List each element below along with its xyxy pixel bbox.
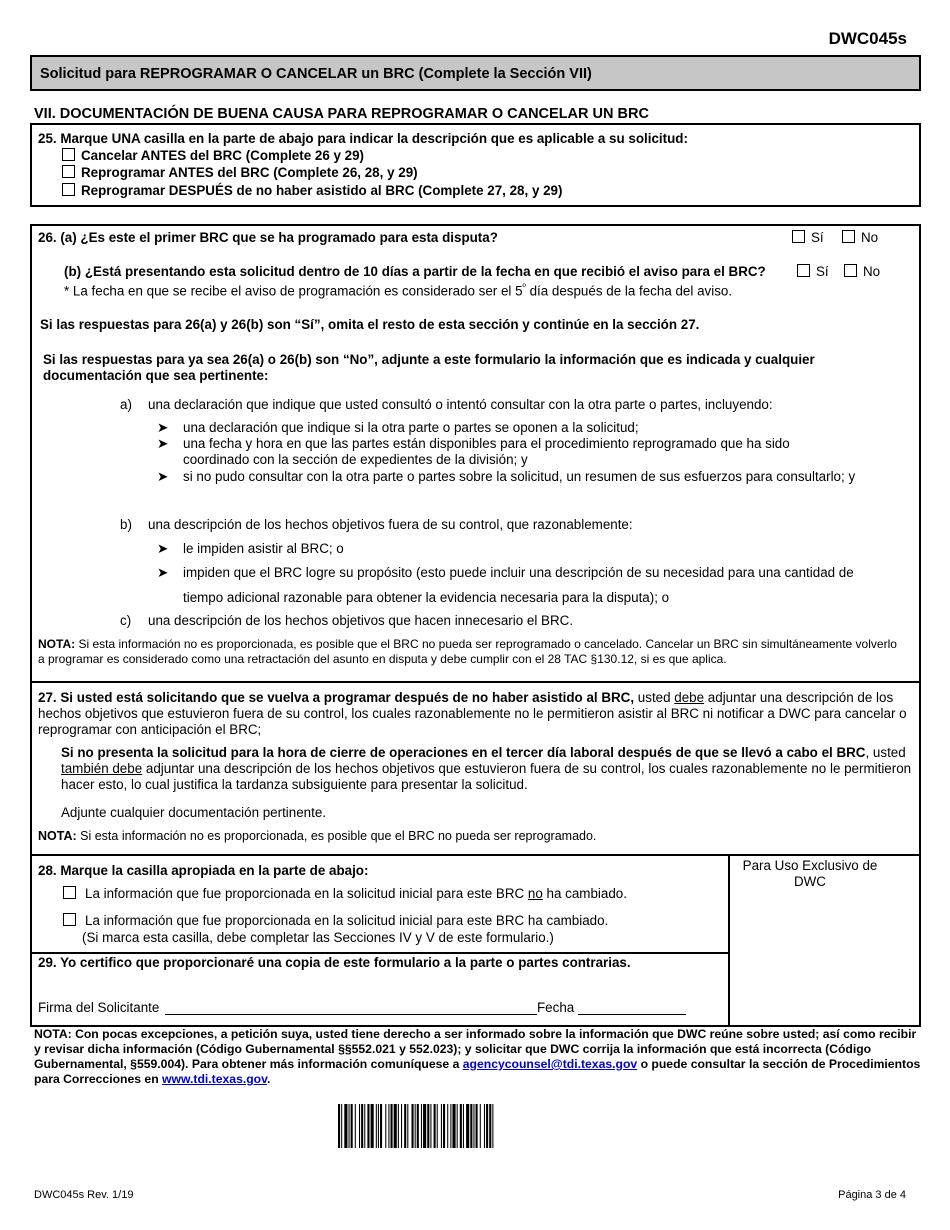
barcode-bar bbox=[421, 1104, 422, 1148]
barcode-bar bbox=[349, 1104, 350, 1148]
option-label: Cancelar ANTES del BRC (Complete 26 y 29) bbox=[81, 148, 365, 163]
barcode-bar bbox=[388, 1104, 389, 1148]
q26a-no[interactable] bbox=[842, 230, 878, 245]
item-a-bullet-2: una fecha y hora en que las partes están disponibles para el procedimiento reprogramado que ha sido coordinado con la sección de expedientes de la división; y bbox=[183, 436, 790, 467]
barcode-bar bbox=[480, 1104, 481, 1148]
barcode-bar bbox=[476, 1104, 478, 1148]
item-c-label: c) bbox=[120, 613, 132, 628]
q25-option-reprogram-before[interactable] bbox=[62, 165, 418, 180]
barcode-bar bbox=[430, 1104, 431, 1148]
note-label: NOTA: bbox=[38, 829, 77, 843]
barcode-bar bbox=[441, 1104, 442, 1148]
barcode-bar bbox=[463, 1104, 464, 1148]
barcode-bar bbox=[351, 1104, 353, 1148]
checkbox-q26b-yes[interactable] bbox=[797, 264, 810, 277]
barcode-bar bbox=[359, 1104, 360, 1148]
q28-option-changed-note: (Si marca esta casilla, debe completar las Secciones IV y V de este formulario.) bbox=[82, 930, 554, 945]
q27-text: usted bbox=[634, 690, 675, 705]
barcode-bar bbox=[450, 1104, 451, 1148]
checkbox-unchanged[interactable] bbox=[63, 886, 76, 899]
barcode-bar bbox=[341, 1104, 342, 1148]
q26b-note bbox=[64, 282, 732, 298]
section-title: VII. DOCUMENTACIÓN DE BUENA CAUSA PARA REPROGRAMAR O CANCELAR UN BRC bbox=[34, 106, 649, 122]
barcode-bar bbox=[378, 1104, 379, 1148]
no-label: No bbox=[863, 264, 881, 279]
q26b-yes[interactable] bbox=[797, 264, 829, 279]
q27-p2-text-rest: adjuntar una descripción de los hechos objetivos que estuvieron fuera de su control, los cuales razonablemente no le permitieron hacer esto, lo cual justifica la tardanza subsiguiente para presentar la solicitud. bbox=[61, 761, 912, 792]
date-label: Fecha bbox=[537, 1000, 575, 1015]
note-text: * La fecha en que se recibe el aviso de programación es considerado ser el 5 bbox=[64, 283, 523, 299]
dwc-use-label: Para Uso Exclusivo de DWC bbox=[742, 858, 878, 889]
q27-paragraph-1 bbox=[38, 690, 916, 738]
divider-q28-q29 bbox=[30, 952, 728, 954]
barcode-bar bbox=[484, 1104, 485, 1148]
barcode-bar bbox=[466, 1104, 469, 1148]
barcode-bar bbox=[367, 1104, 369, 1148]
barcode bbox=[338, 1104, 612, 1148]
q26-if-yes: Si las respuestas para 26(a) y 26(b) son “Sí”, omita el resto de esta sección y continúe en la sección 27. bbox=[40, 317, 700, 332]
q27-text-rest: adjuntar una descripción de los hechos objetivos que estuvieron fuera de su control, los cuales razonablemente no le permitieron asistir al BRC ni notificar a DWC para cancelar o reprogramar con anticipación el BRC; bbox=[38, 690, 907, 737]
barcode-bar bbox=[338, 1104, 340, 1148]
q27-underline: debe bbox=[674, 690, 705, 705]
q26b-no[interactable] bbox=[844, 264, 880, 279]
barcode-bar bbox=[457, 1104, 458, 1148]
q26-if-no: Si las respuestas para ya sea 26(a) o 26(b) son “No”, adjunte a este formulario la información que es indicada y cualquier documentación que sea pertinente: bbox=[43, 352, 815, 383]
privacy-text: NOTA: Con pocas excepciones, a petición suya, usted tiene derecho a ser informado sobre la información que DWC reúne sobre usted; así como recibir y revisar dicha información (Código Gubernamental §§552.021 y 552.023); y solicitar que DWC corrija la información que está incorrecta (Código Gubernamental, §559.004). Para obtener más información comuníquese a bbox=[34, 1027, 917, 1071]
barcode-bar bbox=[401, 1104, 402, 1148]
barcode-bar bbox=[434, 1104, 436, 1148]
note-text: Si esta información no es proporcionada, es posible que el BRC no pueda ser reprogramado. bbox=[76, 829, 597, 843]
signature-line[interactable] bbox=[165, 1014, 537, 1015]
barcode-bar bbox=[371, 1104, 374, 1148]
option-label: Reprogramar DESPUÉS de no haber asistido al BRC (Complete 27, 28, y 29) bbox=[81, 183, 563, 198]
item-b-bullet-2-cont: tiempo adicional razonable para obtener la evidencia necesaria para la disputa); o bbox=[183, 590, 670, 605]
bullet-b2: ➤ bbox=[157, 565, 169, 580]
checkbox-cancel[interactable] bbox=[62, 148, 75, 161]
barcode-bar bbox=[470, 1104, 472, 1148]
q26a-yes[interactable] bbox=[792, 230, 824, 245]
item-a-bullet-3: si no pudo consultar con la otra parte o partes sobre la solicitud, un resumen de sus esfuerzos para consultarlo; y bbox=[183, 469, 856, 484]
option-text-end: ha cambiado. bbox=[542, 886, 627, 901]
q28-option-changed[interactable] bbox=[63, 913, 608, 928]
option-text: La información que fue proporcionada en la solicitud inicial para este BRC ha cambiado. bbox=[85, 913, 609, 928]
q29-title: 29. Yo certifico que proporcionaré una copia de este formulario a la parte o partes contrarias. bbox=[38, 955, 631, 970]
barcode-bar bbox=[486, 1104, 488, 1148]
item-b-label: b) bbox=[120, 517, 132, 532]
checkbox-q26a-yes[interactable] bbox=[792, 230, 805, 243]
privacy-text-end: . bbox=[267, 1072, 271, 1086]
q27-note bbox=[38, 829, 596, 843]
barcode-bar bbox=[437, 1104, 438, 1148]
barcode-bar bbox=[361, 1104, 363, 1148]
barcode-bar bbox=[473, 1104, 474, 1148]
barcode-bar bbox=[452, 1104, 455, 1148]
note-superscript: º bbox=[522, 282, 526, 292]
barcode-bar bbox=[412, 1104, 414, 1148]
barcode-bar bbox=[404, 1104, 406, 1148]
barcode-bar bbox=[355, 1104, 356, 1148]
yes-label: Sí bbox=[816, 264, 829, 279]
q27-p2-bold: Si no presenta la solicitud para la hora de cierre de operaciones en el tercer día laboral después de que se llevó a cabo el BRC bbox=[61, 745, 866, 760]
q27-paragraph-2 bbox=[61, 745, 916, 793]
checkbox-q26a-no[interactable] bbox=[842, 230, 855, 243]
item-b-bullet-1: le impiden asistir al BRC; o bbox=[183, 541, 344, 556]
q26-note bbox=[38, 637, 898, 667]
divider-dwc-column bbox=[728, 854, 730, 1026]
bullet-a3: ➤ bbox=[157, 469, 169, 484]
barcode-bar bbox=[427, 1104, 429, 1148]
date-line[interactable] bbox=[578, 1014, 686, 1015]
q27-paragraph-3: Adjunte cualquier documentación pertinente. bbox=[61, 805, 327, 820]
barcode-bar bbox=[489, 1104, 491, 1148]
barcode-bar bbox=[443, 1104, 445, 1148]
q27-bold: 27. Si usted está solicitando que se vuelva a programar después de no haber asistido al BRC, bbox=[38, 690, 635, 705]
q27-p2-text: , usted bbox=[865, 745, 906, 760]
barcode-bar bbox=[447, 1104, 448, 1148]
banner-title: Solicitud para REPROGRAMAR O CANCELAR un BRC (Complete la Sección VII) bbox=[40, 66, 592, 82]
barcode-bar bbox=[415, 1104, 416, 1148]
bullet-a1: ➤ bbox=[157, 420, 169, 435]
q26a-question: 26. (a) ¿Es este el primer BRC que se ha programado para esta disputa? bbox=[38, 230, 498, 245]
q28-option-unchanged[interactable] bbox=[63, 886, 627, 901]
barcode-bar bbox=[376, 1104, 377, 1148]
footer-page-number: Página 3 de 4 bbox=[838, 1189, 906, 1201]
website-link[interactable]: www.tdi.texas.gov bbox=[162, 1072, 267, 1086]
bullet-b1: ➤ bbox=[157, 541, 169, 556]
checkbox-q26b-no[interactable] bbox=[844, 264, 857, 277]
q26b-question: (b) ¿Está presentando esta solicitud dentro de 10 días a partir de la fecha en que recibió el aviso para el BRC? bbox=[64, 264, 766, 279]
item-a-bullet-1: una declaración que indique si la otra parte o partes se oponen a la solicitud; bbox=[183, 420, 639, 435]
note-text: Si esta información no es proporcionada, es posible que el BRC no pueda ser reprogramado o cancelado. Cancelar un BRC sin simultáneamente volverlo a programar es considerado como una retractación del asunto en disputa y debe cumplir con el 28 TAC §130.12, si es que aplica. bbox=[38, 637, 897, 666]
q25-option-cancel[interactable] bbox=[62, 148, 364, 163]
footer-form-revision: DWC045s Rev. 1/19 bbox=[34, 1189, 134, 1201]
note-text-end: día después de la fecha del aviso. bbox=[525, 283, 733, 299]
barcode-bar bbox=[492, 1104, 493, 1148]
barcode-bar bbox=[344, 1104, 347, 1148]
barcode-bar bbox=[385, 1104, 386, 1148]
option-label: Reprogramar ANTES del BRC (Complete 26, 28, y 29) bbox=[81, 165, 418, 180]
barcode-bar bbox=[394, 1104, 397, 1148]
item-c-text: una descripción de los hechos objetivos que hacen innecesario el BRC. bbox=[148, 613, 574, 628]
option-underline: no bbox=[527, 886, 543, 901]
barcode-bar bbox=[391, 1104, 393, 1148]
barcode-bar bbox=[407, 1104, 408, 1148]
section-banner bbox=[30, 55, 921, 91]
bullet-a2: ➤ bbox=[157, 436, 169, 451]
q25-question: 25. Marque UNA casilla en la parte de abajo para indicar la descripción que es aplicable a su solicitud: bbox=[38, 131, 688, 146]
option-text: La información que fue proporcionada en la solicitud inicial para este BRC bbox=[85, 886, 528, 901]
divider-q26-q27 bbox=[30, 681, 921, 683]
no-label: No bbox=[861, 230, 879, 245]
signature-label: Firma del Solicitante bbox=[38, 1000, 160, 1015]
item-a-label: a) bbox=[120, 397, 132, 412]
item-a-text: una declaración que indique que usted consultó o intentó consultar con la otra parte o partes, incluyendo: bbox=[148, 397, 773, 412]
checkbox-changed[interactable] bbox=[63, 913, 76, 926]
email-link[interactable]: agencycounsel@tdi.texas.gov bbox=[462, 1057, 638, 1071]
barcode-bar bbox=[417, 1104, 419, 1148]
barcode-bar bbox=[380, 1104, 382, 1148]
item-b-bullet-2: impiden que el BRC logre su propósito (esto puede incluir una descripción de su necesidad para una cantidad de bbox=[183, 565, 854, 580]
item-b-text: una descripción de los hechos objetivos fuera de su control, que razonablemente: bbox=[148, 517, 633, 532]
q25-option-reprogram-after[interactable] bbox=[62, 183, 562, 198]
q28-title: 28. Marque la casilla apropiada en la parte de abajo: bbox=[38, 863, 369, 878]
privacy-note bbox=[34, 1027, 924, 1087]
barcode-bar bbox=[364, 1104, 365, 1148]
checkbox-reprogram-after[interactable] bbox=[62, 183, 75, 196]
yes-label: Sí bbox=[811, 230, 824, 245]
privacy-text-2: o puede consultar la sección de Procedimientos para Correcciones en bbox=[34, 1057, 921, 1086]
divider-q27-q28 bbox=[30, 854, 921, 856]
note-label: NOTA: bbox=[38, 637, 76, 651]
barcode-bar bbox=[423, 1104, 426, 1148]
form-code: DWC045s bbox=[828, 29, 907, 48]
checkbox-reprogram-before[interactable] bbox=[62, 165, 75, 178]
barcode-bar bbox=[398, 1104, 399, 1148]
barcode-bar bbox=[460, 1104, 462, 1148]
q27-p2-underline: también debe bbox=[61, 761, 143, 776]
